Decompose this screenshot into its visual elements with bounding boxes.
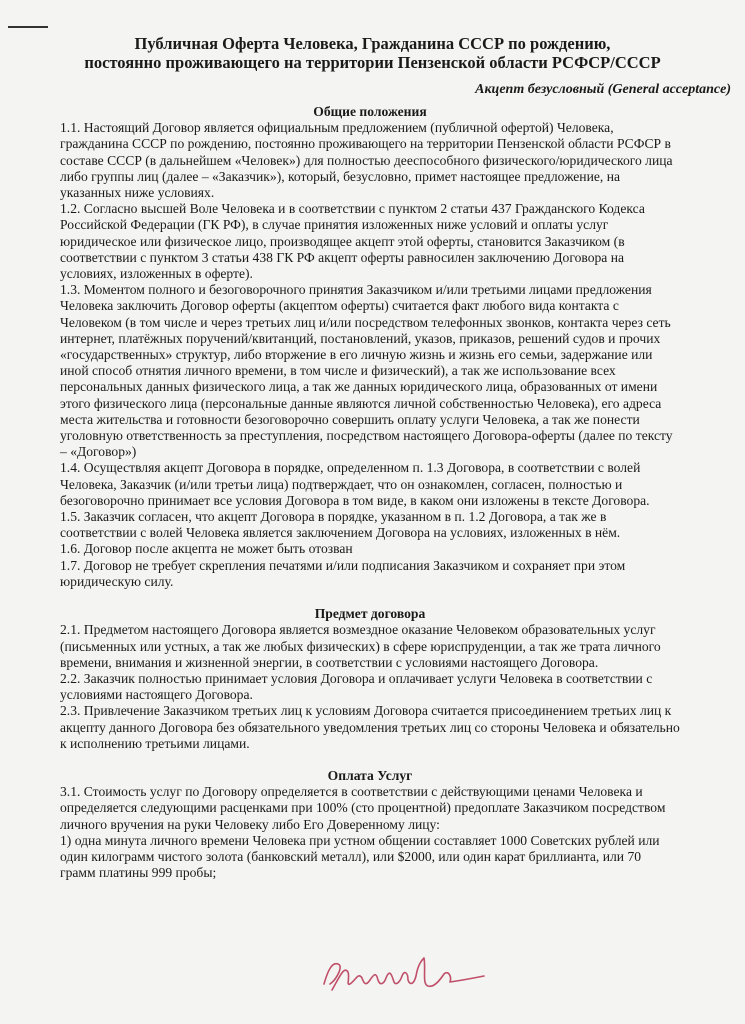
paragraph-1-4: 1.4. Осуществляя акцепт Договора в порядке, определенном п. 1.3 Договора, в соответствии с волей Человека, Заказчик (и/или третьи лица) подтверждает, что он ознакомлен, согласен, полностью и безоговорочно принимает все условия Договора в том виде, в каком они изложены в тексте Договора. bbox=[60, 460, 650, 508]
title-line-1: Публичная Оферта Человека, Гражданина СССР по рождению, bbox=[134, 34, 611, 53]
section-spacer bbox=[60, 752, 680, 768]
section-heading-general: Общие положения bbox=[313, 104, 427, 119]
handwritten-signature bbox=[318, 950, 488, 1000]
document-body bbox=[60, 104, 680, 881]
paragraph-1-7: 1.7. Договор не требует скрепления печатями и/или подписания Заказчиком и сохраняет при этом юридическую силу. bbox=[60, 557, 626, 589]
scan-mark bbox=[8, 26, 48, 28]
section-heading-payment: Оплата Услуг bbox=[327, 767, 413, 783]
paragraph-1-1: 1.1. Настоящий Договор является официальным предложением (публичной офертой) Человека, гражданина СССР по рождению, постоянно проживающего на территории Пензенской области РСФСР в составе СССР (в дальнейшем «Человек») для полностью дееспособного физического/юридического лица либо группы лиц (далее – «Заказчик»), который, безусловно, примет настоящее предложение, на указанных ниже условиях. bbox=[60, 120, 673, 201]
acceptance-subtitle: Акцепт безусловный (General acceptance) bbox=[475, 82, 731, 97]
document-title bbox=[40, 34, 705, 72]
paragraph-3-1-item-1: 1) одна минута личного времени Человека при устном общении составляет 1000 Советских рублей или один килограмм чистого золота (банковский металл), или $2000, или один карат бриллианта, или 70 грамм платины 999 пробы; bbox=[60, 832, 660, 881]
paragraph-2-2: 2.2. Заказчик полностью принимает условия Договора и оплачивает услуги Человека в соответствии с условиями настоящего Договора. bbox=[60, 670, 653, 703]
section-spacer bbox=[60, 590, 680, 606]
paragraph-1-3: 1.3. Моментом полного и безоговорочного принятия Заказчиком и/или третьими лицами предложения Человека заключить Договор оферты (акцептом оферты) считается факт любого вида контакта с Человеком (в том числе и через третьих лиц и/или посредством телефонных звонков, контакта через сеть интернет, платёжных поручений/квитанций, постановлений, указов, приказов, решений судов и прочих «государственных» структур, либо вторжение в его личную жизнь и жизнь его семьи, задержание или иной способ отнятия личного времени, в том числе и физический), а так же использование всех персональных данных физического лица, а так же данных юридического лица, образованных от имени этого физического лица (персональные данные являются личной собственностью Человека), его адреса места жительства и готовности безоговорочно совершить оплату услуги Человека, а так же понести уголовную ответственность за преступления, посредством настоящего Договора-оферты (далее по тексту – «Договор») bbox=[60, 282, 673, 460]
paragraph-2-1: 2.1. Предметом настоящего Договора является возмездное оказание Человеком образовательных услуг (письменных или устных, а так же любых физических) в сфере юриспруденции, а так же трата личного времени, внимания и жизненной энергии, в соответствии с условиями настоящего Договора. bbox=[60, 622, 661, 670]
title-line-2: постоянно проживающего на территории Пензенской области РСФСР/СССР bbox=[84, 53, 661, 72]
paragraph-3-1: 3.1. Стоимость услуг по Договору определяется в соответствии с действующими ценами Человека и определяется следующими расценками при 100% (сто процентной) предоплате Заказчиком посредством личного вручения на руки Человеку либо Его Доверенному лицу: bbox=[60, 784, 666, 832]
section-heading-subject: Предмет договора bbox=[314, 606, 426, 622]
paragraph-2-3: 2.3. Привлечение Заказчиком третьих лиц к условиям Договора считается присоединением третьих лиц к акцепту данного Договора без обязательного уведомления третьих лиц со стороны Человека и обязательно к исполнению третьими лицами. bbox=[60, 703, 680, 751]
paragraph-1-2: 1.2. Согласно высшей Воле Человека и в соответствии с пунктом 2 статьи 437 Гражданского Кодекса Российской Федерации (ГК РФ), в случае принятия изложенных ниже условий и оплаты услуг юридическое или физическое лицо, производящее акцепт этой оферты, становится Заказчиком (в соответствии с пунктом 3 статьи 438 ГК РФ акцепт оферты равносилен заключению Договора на условиях, изложенных в оферте). bbox=[60, 201, 645, 282]
paragraph-1-5: 1.5. Заказчик согласен, что акцепт Договора в порядке, указанном в п. 1.2 Договора, а так же в соответствии с волей Человека является заключением Договора на условиях, изложенных в нём. bbox=[60, 509, 621, 541]
paragraph-1-6: 1.6. Договор после акцепта не может быть отозван bbox=[60, 541, 353, 557]
